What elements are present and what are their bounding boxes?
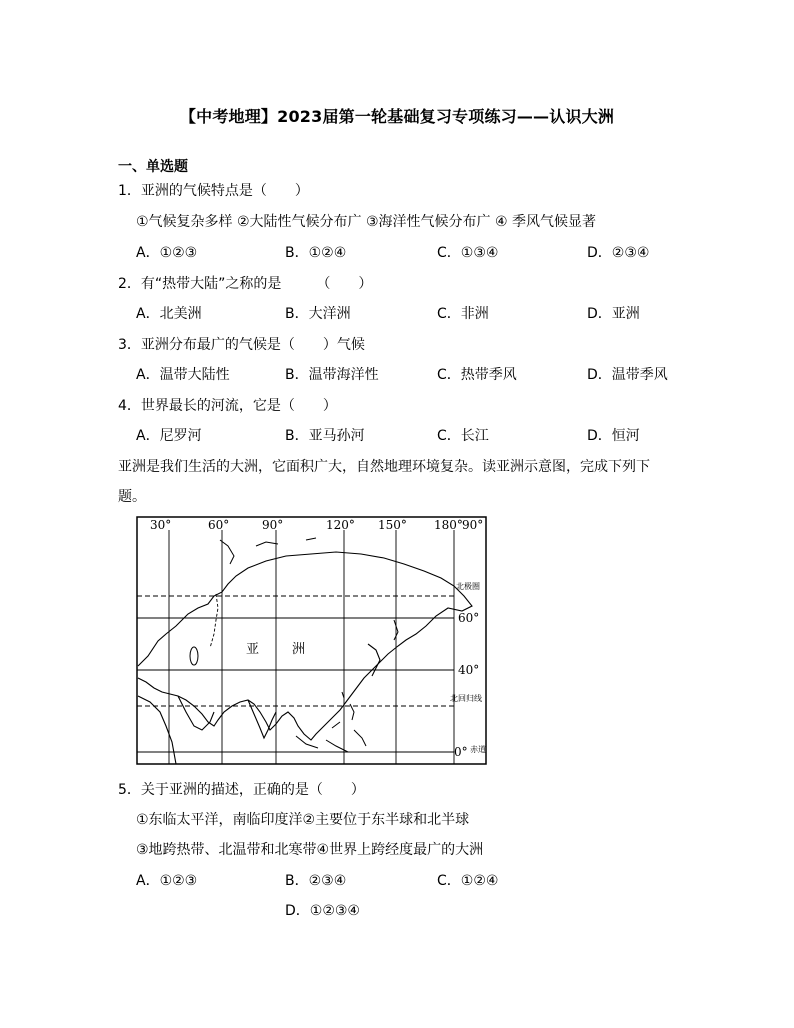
lat-label-0: 0°	[454, 745, 468, 759]
question-5-items-line-2: ③地跨热带、北温带和北寒带④世界上跨经度最广的大洲	[136, 842, 484, 858]
question-4-option-b[interactable]: B．亚马孙河	[285, 428, 365, 444]
lat-label-60: 60°	[458, 611, 480, 625]
question-3-option-a[interactable]: A．温带大陆性	[136, 367, 230, 383]
question-5-stem: 5．关于亚洲的描述，正确的是（ ）	[118, 782, 365, 798]
question-2-option-b[interactable]: B．大洋洲	[285, 306, 351, 322]
question-1-option-d[interactable]: D．②③④	[587, 245, 650, 261]
question-2-option-a[interactable]: A．北美洲	[136, 306, 202, 322]
continent-label-zhou: 洲	[292, 642, 306, 657]
question-1-option-b[interactable]: B．①②④	[285, 245, 347, 261]
lon-label-90w: 90°	[462, 518, 484, 532]
question-1-items: ①气候复杂多样 ②大陆性气候分布广 ③海洋性气候分布广 ④ 季风气候显著	[136, 214, 597, 230]
question-3-option-d[interactable]: D．温带季风	[587, 367, 668, 383]
continent-label-ya: 亚	[246, 642, 260, 657]
question-2-stem: 2．有“热带大陆”之称的是 （ ）	[118, 276, 373, 292]
asia-map	[136, 516, 488, 766]
equator-label: 赤道	[470, 745, 486, 754]
question-4-option-a[interactable]: A．尼罗河	[136, 428, 202, 444]
lon-label-90: 90°	[262, 518, 284, 532]
question-5-option-c[interactable]: C．①②④	[437, 873, 499, 889]
passage-line-1: 亚洲是我们生活的大洲，它面积广大，自然地理环境复杂。读亚洲示意图，完成下列下	[118, 459, 650, 475]
page-title: 【中考地理】2023届第一轮基础复习专项练习——认识大洲	[179, 107, 615, 126]
question-1-option-a[interactable]: A．①②③	[136, 245, 198, 261]
lon-label-150: 150°	[378, 518, 407, 532]
question-5-option-b[interactable]: B．②③④	[285, 873, 347, 889]
question-4-option-c[interactable]: C．长江	[437, 428, 489, 444]
lon-label-30: 30°	[150, 518, 172, 532]
lon-label-120: 120°	[326, 518, 355, 532]
question-2-option-d[interactable]: D．亚洲	[587, 306, 640, 322]
question-3-option-c[interactable]: C．热带季风	[437, 367, 517, 383]
lon-label-180: 180°	[434, 518, 463, 532]
arctic-circle-label: 北极圈	[456, 582, 480, 591]
question-4-stem: 4．世界最长的河流，它是（ ）	[118, 398, 337, 414]
question-5-items-line-1: ①东临太平洋，南临印度洋②主要位于东半球和北半球	[136, 812, 470, 828]
section-heading: 一、单选题	[118, 159, 188, 175]
lon-label-60: 60°	[208, 518, 230, 532]
tropic-cancer-label: 北回归线	[450, 694, 482, 703]
question-1-option-c[interactable]: C．①③④	[437, 245, 499, 261]
question-5-option-d[interactable]: D．①②③④	[285, 903, 360, 919]
lat-label-40: 40°	[458, 663, 480, 677]
question-2-option-c[interactable]: C．非洲	[437, 306, 489, 322]
passage-line-2: 题。	[118, 489, 146, 505]
question-3-stem: 3．亚洲分布最广的气候是（ ）气候	[118, 337, 365, 353]
question-1-stem: 1．亚洲的气候特点是（ ）	[118, 183, 309, 199]
question-3-option-b[interactable]: B．温带海洋性	[285, 367, 379, 383]
question-5-option-a[interactable]: A．①②③	[136, 873, 198, 889]
question-4-option-d[interactable]: D．恒河	[587, 428, 640, 444]
